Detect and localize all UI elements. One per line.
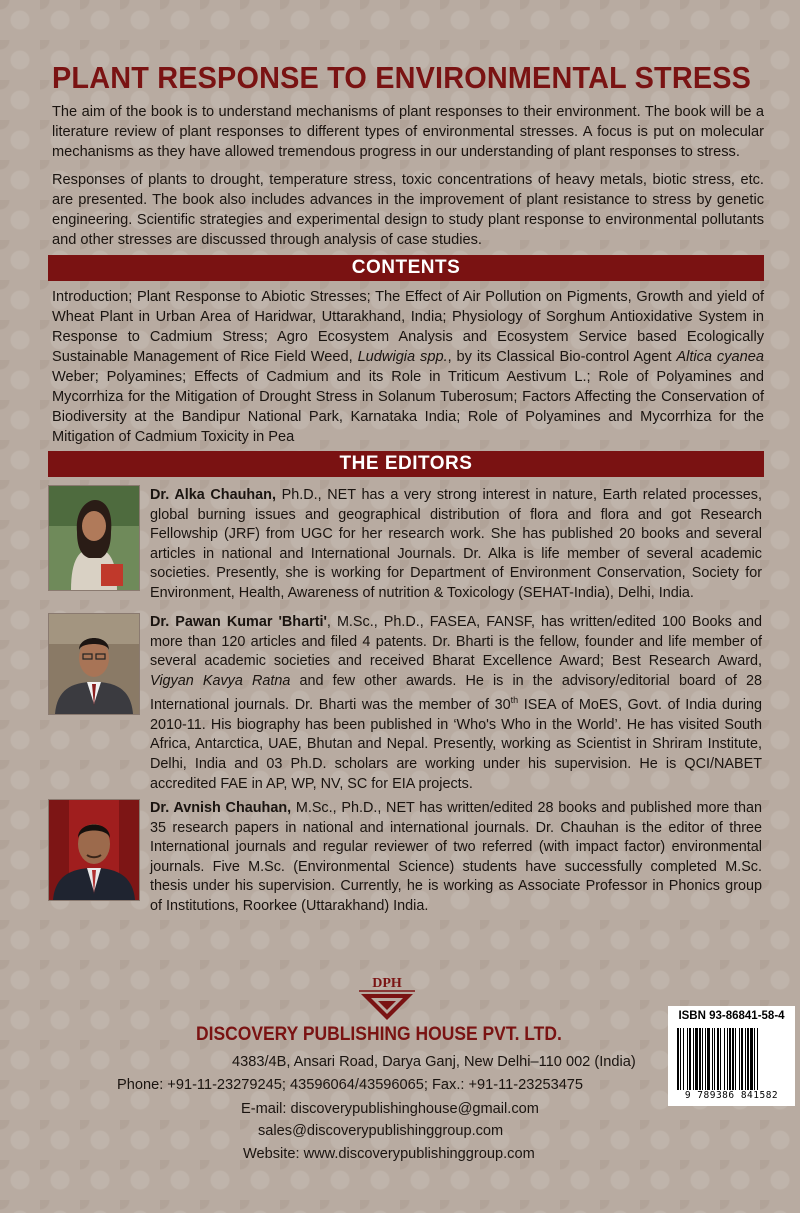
isbn-label: ISBN 93-86841-58-4 bbox=[678, 1010, 785, 1022]
contents-text bbox=[52, 287, 764, 447]
editor-name-alka: Dr. Alka Chauhan, bbox=[150, 487, 276, 503]
isbn-barcode-box bbox=[668, 1006, 795, 1106]
editor-bio-alka bbox=[150, 486, 762, 604]
intro-paragraph-2: Responses of plants to drought, temperature stress, toxic concentrations of heavy metals, biotic stress, etc. are presented. The book also includes advances in the improvement of plant resistance to stress by genetic engineering. Scientific strategies and experimental design to study plant response to environmental pollutants and other stresses are discussed through analysis of case studies. bbox=[52, 172, 764, 248]
publisher-website: Website: www.discoverypublishinggroup.com bbox=[243, 1146, 535, 1162]
contents-italic-ludwigia: Ludwigia spp. bbox=[357, 349, 448, 365]
publisher-phone: Phone: +91-11-23279245; 43596064/43596065; Fax.: +91-11-23253475 bbox=[117, 1077, 584, 1093]
publisher-address: 4383/4B, Ansari Road, Darya Ganj, New Delhi–110 002 (India) bbox=[232, 1054, 636, 1070]
editor-bio-text: Ph.D., NET has a very strong interest in nature, Earth related processes, global burning issues and geographical distribution of flora and flora and got Research Fellowship (JRF) from UGC for her research work. She has published 20 books and several articles in national and International Journals. Dr. Alka is life member of several academic societies. Presently, she is working for Department of Environment Conservation, Society for Environment, Health, Awareness of nutrition & Toxicology (SEHAT-India), Delhi, India. bbox=[150, 487, 762, 601]
editor-bio-avnish bbox=[150, 799, 762, 917]
contents-text-part: Weber; Polyamines; Effects of Cadmium and its Role in Triticum Aestivum L.; Role of Polyamines and Mycorrhiza for the Mitigation of Drought Stress in Solanum Tuberosum; Factors Affecting the Conservation of Biodiversity at the Bandipur National Park, Karnataka India; Role of Polyamines and Mycorrhiza for the Mitigation of Cadmium Toxicity in Pea bbox=[52, 369, 764, 445]
contents-text-part: , by its Classical Bio-control Agent bbox=[447, 349, 677, 365]
editor-bio-text: M.Sc., Ph.D., NET has written/edited 28 books and published more than 35 research papers in national and international journals. Dr. Chauhan is the editor of three International journals and regular reviewer of two referred (with impact factor) environmental journals. Five M.Sc. (Environmental Science) students have successfully completed M.Sc. thesis under his supervision. Currently, he is working as Associate Professor in Phonics group of Institutions, Roorkee (Uttarakhand) India. bbox=[150, 800, 762, 914]
logo-text: DPH bbox=[372, 976, 402, 991]
barcode-graphic bbox=[676, 1028, 787, 1090]
publisher-email: E-mail: discoverypublishinghouse@gmail.com bbox=[241, 1101, 539, 1117]
editors-banner: THE EDITORS bbox=[48, 451, 764, 477]
publisher-name: DISCOVERY PUBLISHING HOUSE PVT. LTD. bbox=[196, 1024, 562, 1045]
editor-bio-text: , M.Sc., Ph.D., FASEA, FANSF, has written/edited 100 Books and more than 120 articles and filed 4 patents. Dr. Bharti is the fellow, founder and life member of several academic societies and received Bharat Excellence Award; Best Research Award, bbox=[150, 614, 762, 670]
contents-italic-altica: Altica cyanea bbox=[676, 349, 764, 365]
editor-photo-pawan bbox=[48, 613, 140, 715]
publisher-sales-email: sales@discoverypublishinggroup.com bbox=[258, 1123, 504, 1139]
editor-award-italic: Vigyan Kavya Ratna bbox=[150, 672, 291, 689]
intro-paragraph-1: The aim of the book is to understand mechanisms of plant responses to their environment. The book will be a literature review of plant responses to different types of environmental stresses. A focus is put on molecular mechanisms as they have allowed tremendous progress in our understanding of plant responses to stress. bbox=[52, 104, 764, 160]
contents-banner: CONTENTS bbox=[48, 255, 764, 281]
ordinal-superscript: th bbox=[510, 695, 519, 706]
editor-photo-avnish bbox=[48, 799, 140, 901]
editor-photo-alka bbox=[48, 485, 140, 591]
editor-bio-text: and few other awards. He is in the advisory/editorial board of 28 International journals. Dr. Bharti was the member of 30 bbox=[150, 672, 763, 714]
contents-text-part: Introduction; Plant Response to Abiotic Stresses; The Effect of Air Pollution on Pigments, Growth and yield of Wheat Plant in Urban Area of Haridwar, Uttarakhand, India; Physiology of Sorghum Antioxidative System in Response to Cadmium Stress; Agro Ecosystem Analysis and Ecosystem Service based Ecologically Sustainable Management of Rice Field Weed, bbox=[52, 289, 764, 365]
editor-name-pawan: Dr. Pawan Kumar 'Bharti' bbox=[150, 614, 327, 630]
editor-bio-pawan bbox=[150, 613, 762, 794]
dph-logo bbox=[355, 974, 419, 1026]
editor-name-avnish: Dr. Avnish Chauhan, bbox=[150, 800, 292, 816]
book-title: PLANT RESPONSE TO ENVIRONMENTAL STRESS bbox=[52, 60, 752, 95]
editor-bio-text: ISEA of MoES, Govt. of India during 2010-11. His biography has been published in ‘Who's Who in the World’. He has visited South Africa, Antarctica, UAE, Bhutan and Nepal. Presently, working as Scientist in Shriram Institute, Delhi, India and 03 Ph.D. scholars are working under his supervision. He is QCI/NABET accredited FAE in AP, WP, NV, SC for EIA projects. bbox=[150, 697, 762, 792]
isbn-digits: 9 789386 841582 bbox=[684, 1090, 779, 1101]
